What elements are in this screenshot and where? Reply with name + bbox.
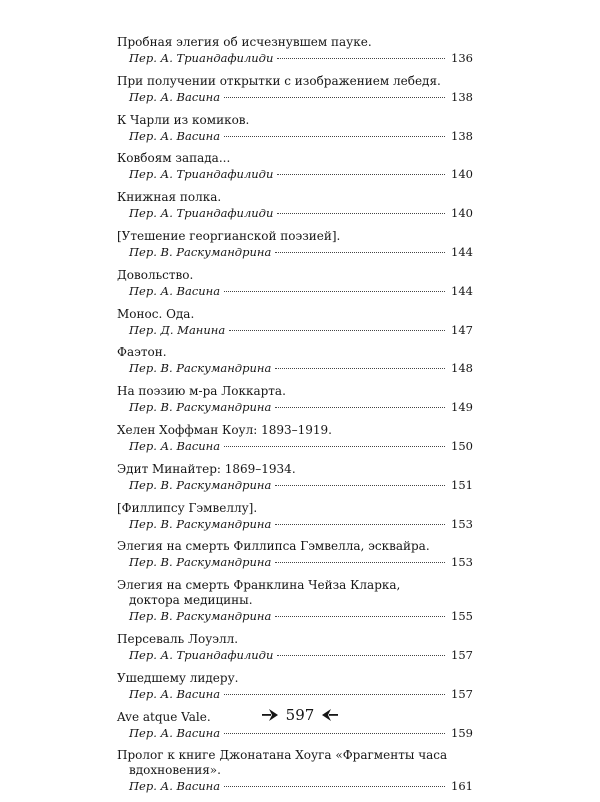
- entry-title: Ave atque Vale.: [117, 709, 211, 724]
- dot-leader: [224, 733, 445, 734]
- page-footer: [0, 706, 600, 724]
- entry-page-number: 157: [451, 647, 473, 662]
- toc-entry: [117, 229, 473, 260]
- dot-leader: [275, 252, 445, 253]
- translator-credit: Пер. В. Раскумандрина: [129, 244, 272, 259]
- translator-line: [117, 438, 473, 454]
- entry-page-number: 144: [451, 244, 473, 259]
- entry-page-number: 140: [451, 206, 473, 221]
- translator-line: [117, 778, 473, 794]
- entry-title: Ковбоям запада...: [117, 151, 231, 166]
- toc-entry: [117, 268, 473, 299]
- toc-entry: [117, 190, 473, 221]
- entry-page-number: 136: [451, 51, 473, 65]
- translator-line: [117, 166, 473, 182]
- entry-page-number: 138: [451, 128, 473, 143]
- entry-title: Довольство.: [117, 267, 194, 282]
- translator-credit: Пер. В. Раскумандрина: [129, 361, 272, 376]
- arrow-left-ornament-icon: [321, 709, 338, 721]
- translator-line: [117, 608, 473, 624]
- entry-page-number: 138: [451, 89, 473, 104]
- entry-title: Ушедшему лидеру.: [117, 670, 239, 685]
- entry-title: Персеваль Лоуэлл.: [117, 631, 239, 646]
- toc-entry: [117, 632, 473, 663]
- dot-leader: [275, 562, 445, 563]
- toc-entry: [117, 423, 473, 454]
- entry-title: доктора медицины.: [129, 593, 253, 608]
- entry-title: На поэзию м-ра Локкарта.: [117, 384, 286, 399]
- toc-entry: [117, 501, 473, 532]
- entry-title: Пробная элегия об исчезнувшем пауке.: [117, 35, 372, 49]
- translator-credit: Пер. А. Триандафилиди: [129, 206, 274, 221]
- dot-leader: [224, 786, 445, 787]
- dot-leader: [229, 330, 445, 331]
- translator-credit: Пер. А. Триандафилиди: [129, 167, 274, 182]
- translator-credit: Пер. А. Васина: [129, 725, 221, 740]
- translator-line: [117, 360, 473, 376]
- entry-page-number: 159: [451, 725, 473, 740]
- dot-leader: [224, 136, 445, 137]
- entry-page-number: 147: [451, 322, 473, 337]
- entry-page-number: 161: [451, 779, 473, 794]
- toc-entry: [117, 462, 473, 493]
- translator-line: [117, 244, 473, 260]
- entry-page-number: 140: [451, 167, 473, 182]
- translator-credit: Пер. А. Васина: [129, 89, 221, 104]
- translator-credit: Пер. В. Раскумандрина: [129, 477, 272, 492]
- entry-title: К Чарли из комиков.: [117, 112, 250, 127]
- translator-credit: Пер. А. Васина: [129, 128, 221, 143]
- entry-page-number: 151: [451, 477, 473, 492]
- translator-credit: Пер. А. Васина: [129, 438, 221, 453]
- translator-credit: Пер. А. Триандафилиди: [129, 51, 274, 65]
- translator-credit: Пер. Д. Манина: [129, 322, 226, 337]
- entry-page-number: 148: [451, 361, 473, 376]
- translator-line: [117, 283, 473, 299]
- entry-page-number: 155: [451, 609, 473, 624]
- toc-entry: [117, 539, 473, 570]
- toc-entry: [117, 151, 473, 182]
- translator-credit: Пер. В. Раскумандрина: [129, 516, 272, 531]
- translator-credit: Пер. А. Васина: [129, 686, 221, 701]
- entry-page-number: 149: [451, 400, 473, 415]
- entry-title: Книжная полка.: [117, 190, 222, 205]
- entry-title: Элегия на смерть Филлипса Гэмвелла, эсквайра.: [117, 539, 430, 554]
- toc-entry: [117, 384, 473, 415]
- toc-entry: [117, 307, 473, 338]
- translator-line: [117, 725, 473, 741]
- translator-credit: Пер. А. Васина: [129, 779, 221, 794]
- translator-credit: Пер. А. Триандафилиди: [129, 647, 274, 662]
- toc-entry: [117, 345, 473, 376]
- translator-line: [117, 205, 473, 221]
- entry-title: [Филлипсу Гэмвеллу].: [117, 500, 258, 515]
- translator-credit: Пер. А. Васина: [129, 283, 221, 298]
- entry-title: вдохновения».: [129, 763, 221, 778]
- toc-entry: [117, 671, 473, 702]
- dot-leader: [277, 655, 445, 656]
- entry-title: Эдит Минайтер: 1869–1934.: [117, 461, 296, 476]
- entry-page-number: 150: [451, 438, 473, 453]
- toc-entry: [117, 578, 473, 624]
- translator-line: [117, 89, 473, 105]
- dot-leader: [275, 524, 445, 525]
- dot-leader: [224, 694, 445, 695]
- entry-title: Элегия на смерть Франклина Чейза Кларка,: [117, 578, 401, 593]
- page-number: 597: [285, 706, 315, 724]
- dot-leader: [224, 446, 445, 447]
- translator-credit: Пер. В. Раскумандрина: [129, 400, 272, 415]
- dot-leader: [275, 616, 445, 617]
- entry-title: При получении открытки с изображением лебедя.: [117, 73, 441, 88]
- translator-line: [117, 322, 473, 338]
- entry-title: Фаэтон.: [117, 345, 167, 360]
- dot-leader: [277, 58, 445, 59]
- translator-line: [117, 686, 473, 702]
- dot-leader: [277, 213, 445, 214]
- entry-page-number: 157: [451, 686, 473, 701]
- toc-entry: [117, 113, 473, 144]
- dot-leader: [224, 291, 445, 292]
- dot-leader: [275, 368, 445, 369]
- entry-title: [Утешение георгианской поэзией].: [117, 228, 341, 243]
- translator-line: [117, 554, 473, 570]
- toc-entry: [117, 35, 473, 66]
- translator-line: [117, 128, 473, 144]
- table-of-contents: [117, 35, 473, 802]
- entry-title: Монос. Ода.: [117, 306, 195, 321]
- translator-line: [117, 516, 473, 532]
- dot-leader: [224, 97, 445, 98]
- translator-credit: Пер. В. Раскумандрина: [129, 609, 272, 624]
- dot-leader: [275, 407, 445, 408]
- dot-leader: [275, 485, 445, 486]
- entry-page-number: 144: [451, 283, 473, 298]
- entry-title: Пролог к книге Джонатана Хоуга «Фрагменты часа: [117, 748, 448, 763]
- toc-entry: [117, 748, 473, 794]
- translator-line: [117, 50, 473, 66]
- translator-line: [117, 477, 473, 493]
- dot-leader: [277, 174, 445, 175]
- entry-title: Хелен Хоффман Коул: 1893–1919.: [117, 422, 332, 437]
- translator-line: [117, 399, 473, 415]
- entry-page-number: 153: [451, 516, 473, 531]
- translator-line: [117, 647, 473, 663]
- entry-page-number: 153: [451, 555, 473, 570]
- toc-entry: [117, 74, 473, 105]
- translator-credit: Пер. В. Раскумандрина: [129, 555, 272, 570]
- arrow-right-ornament-icon: [262, 709, 279, 721]
